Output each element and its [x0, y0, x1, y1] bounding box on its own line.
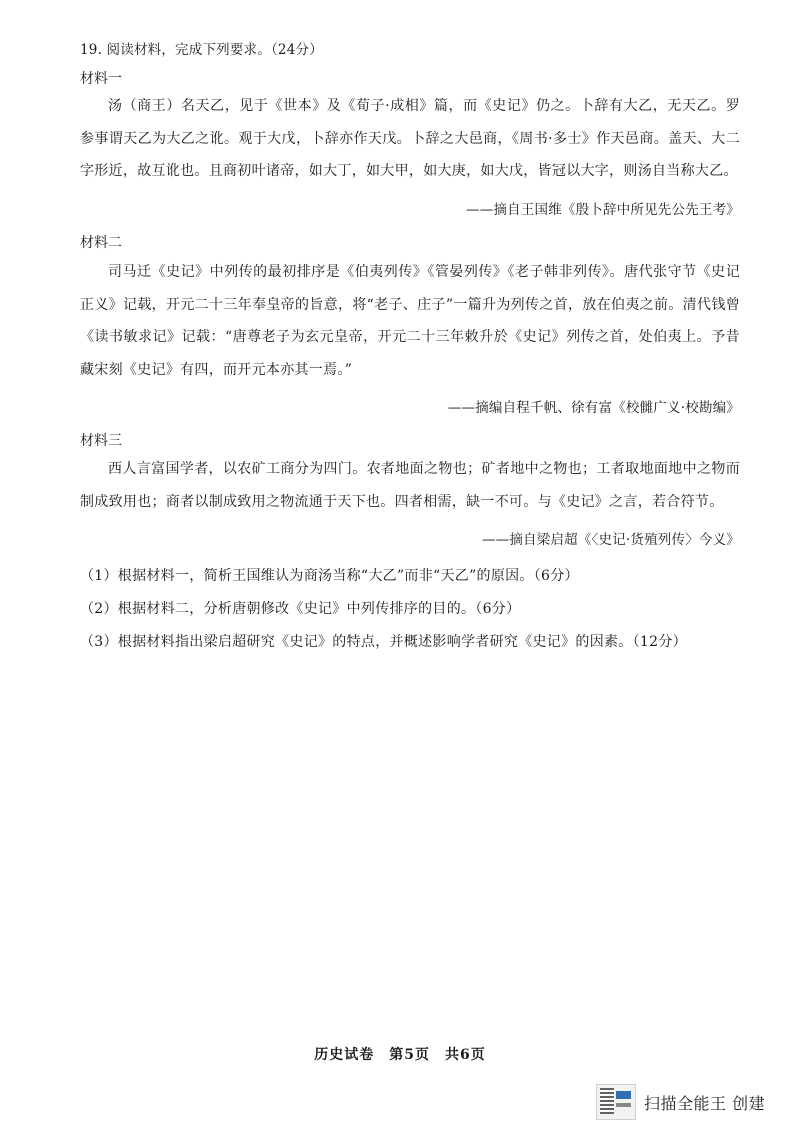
camscanner-logo-icon	[596, 1084, 636, 1120]
material2-text: 司马迁《史记》中列传的最初排序是《伯夷列传》《管晏列传》《老子韩非列传》。唐代张守节《史记正义》记载，开元二十三年奉皇帝的旨意，将“老子、庄子”一篇升为列传之首，放在伯夷之前。清代钱曾《读书敏求记》记载：“唐尊老子为玄元皇帝，开元二十三年敕升於《史记》列传之首，处伯夷上。予昔藏宋刻《史记》有四，而开元本亦其一焉。”	[80, 264, 740, 378]
sub-question-3: （3）根据材料指出梁启超研究《史记》的特点，并概述影响学者研究《史记》的因素。（12分）	[80, 634, 687, 650]
material3-label: 材料三	[80, 433, 122, 449]
scanner-watermark	[596, 1083, 765, 1121]
material1-text: 汤（商王）名天乙，见于《世本》及《荀子·成相》篇，而《史记》仍之。卜辞有大乙，无天乙。罗参事谓天乙为大乙之讹。观于大戊，卜辞亦作天戊。卜辞之大邑商，《周书·多士》作天邑商。盖天、大二字形近，故互讹也。且商初叶诸帝，如大丁，如大甲，如大庚，如大戊，皆冠以大字，则汤自当称大乙。	[80, 98, 740, 179]
sub-question-2: （2）根据材料二，分析唐朝修改《史记》中列传排序的目的。（6分）	[80, 601, 521, 617]
sub-question-1: （1）根据材料一，简析王国维认为商汤当称“大乙”而非“天乙”的原因。（6分）	[80, 568, 579, 584]
material2-label: 材料二	[80, 235, 122, 251]
material1-label: 材料一	[80, 71, 122, 87]
page-footer: 历史试卷 第5页 共6页	[314, 1047, 486, 1063]
material3-source: ——摘自梁启超《〈史记·货殖列传〉今义》	[481, 532, 740, 548]
material3-text: 西人言富国学者，以农矿工商分为四门。农者地面之物也；矿者地中之物也；工者取地面地中之物而制成致用也；商者以制成致用之物流通于天下也。四者相需，缺一不可。与《史记》之言，若合符节。	[80, 461, 740, 510]
material2-source: ——摘编自程千帆、徐有富《校雠广义·校勘编》	[447, 400, 740, 416]
question-title: 19. 阅读材料，完成下列要求。（24分）	[80, 42, 323, 58]
scanner-text: 扫描全能王 创建	[644, 1093, 766, 1113]
material1-source: ——摘自王国维《殷卜辞中所见先公先王考》	[466, 202, 740, 218]
